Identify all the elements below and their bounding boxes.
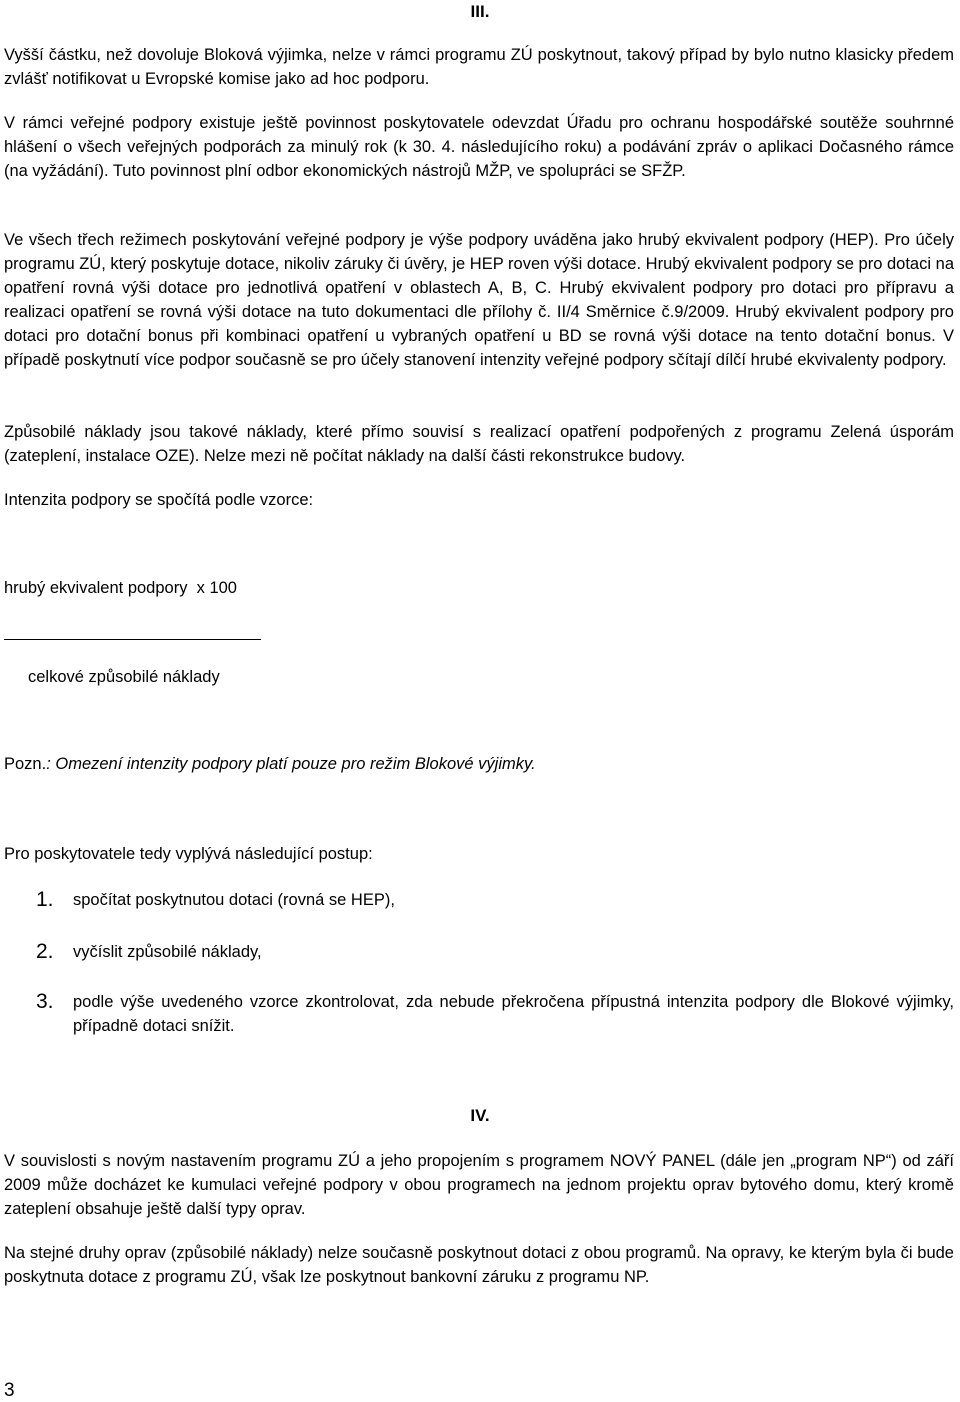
paragraph-eligible-costs: Způsobilé náklady jsou takové náklady, které přímo souvisí s realizací opatření podpořených z programu Zelená úsporám (zateplení, instalace OZE). Nelze mezi ně počítat náklady na další části rekonstrukce budovy. [4,423,954,465]
list-item-number: 3. [36,990,54,1013]
paragraph-block-exemption: Vyšší částku, než dovoluje Bloková výjimka, nelze v rámci programu ZÚ poskytnout, takový případ by bylo nutno klasicky předem zvlášť notifikovat u Evropské komise jako ad hoc podporu. [4,46,954,88]
list-item-number: 1. [36,888,54,911]
section-heading-iii: III. [470,2,490,21]
paragraph-cumulation: V souvislosti s novým nastavením programu ZÚ a jeho propojením s programem NOVÝ PANEL (dále jen „program NP“) od září 2009 může docházet ke kumulaci veřejné podpory v obou programech na jednom projektu oprav bytového domu, který kromě zateplení obsahuje ještě další typy oprav. [4,1152,954,1218]
formula-denominator: celkové způsobilé náklady [28,668,220,686]
list-item-text: vyčíslit způsobilé náklady, [73,943,262,961]
list-item-text: podle výše uvedeného vzorce zkontrolovat, zda nebude překročena přípustná intenzita podpory dle Blokové výjimky, případně dotaci snížit. [73,993,954,1035]
formula-numerator: hrubý ekvivalent podpory x 100 [4,579,237,597]
section-heading-iv: IV. [470,1106,490,1125]
formula-fraction-line [4,639,261,640]
list-item-text: spočítat poskytnutou dotaci (rovná se HEP), [73,891,395,909]
paragraph-same-costs: Na stejné druhy oprav (způsobilé náklady) nelze současně poskytnout dotaci z obou programů. Na opravy, ke kterým byla či bude poskytnuta dotace z programu ZÚ, však lze poskytnout bankovní záruku z programu NP. [4,1244,954,1286]
page-number: 3 [4,1380,15,1401]
paragraph-reporting-duty: V rámci veřejné podpory existuje ještě povinnost poskytovatele odevzdat Úřadu pro ochranu hospodářské soutěže souhrnné hlášení o všech veřejných podporách za minulý rok (k 30. 4. následujícího roku) a podávání zpráv o aplikaci Dočasného rámce (na vyžádání). Tuto povinnost plní odbor ekonomických nástrojů MŽP, ve spolupráci se SFŽP. [4,114,954,180]
note [4,752,536,776]
steps-intro: Pro poskytovatele tedy vyplývá následující postup: [4,845,373,863]
paragraph-hep: Ve všech třech režimech poskytování veřejné podpory je výše podpory uváděna jako hrubý ekvivalent podpory (HEP). Pro účely programu ZÚ, který poskytuje dotace, nikoliv záruky či úvěry, je HEP roven výši dotace. Hrubý ekvivalent podpory se pro dotaci na opatření rovná výši dotace pro jednotlivá opatření v oblastech A, B, C. Hrubý ekvivalent podpory pro dotaci pro přípravu a realizaci opatření se rovná výši dotace na tuto dokumentaci dle přílohy č. II/4 Směrnice č.9/2009. Hrubý ekvivalent podpory pro dotaci pro dotační bonus při kombinaci opatření u vybraných opatření u BD se rovná výši dotace na tento dotační bonus. V případě poskytnutí více podpor současně se pro účely stanovení intenzity veřejné podpory sčítají dílčí hrubé ekvivalenty podpory. [4,231,954,369]
note-prefix: Pozn. [4,755,47,773]
formula-intro: Intenzita podpory se spočítá podle vzorce: [4,491,314,509]
list-item-number: 2. [36,940,54,963]
note-text: : Omezení intenzity podpory platí pouze pro režim Blokové výjimky. [46,755,536,773]
